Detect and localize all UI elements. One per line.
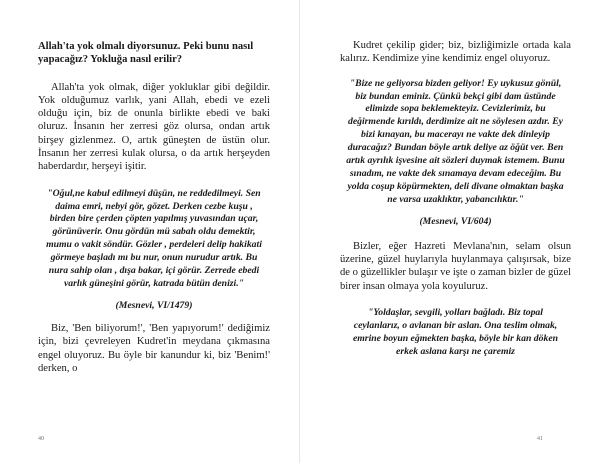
right-page <box>300 0 600 463</box>
left-page-number: 40 <box>38 436 44 442</box>
right-quote-1: "Bize ne geliyorsa bizden geliyor! Ey uykusuz gönül, biz bundan eminiz. Çünkü bekçi gibi dam üstünde elimizde sopa beklemekteyiz. Cevizlerimiz, bu değirmende kırıldı, derdimize ait ne söylesen azdır. Ey bizi kınayan, bu macerayı ne vakte dek dinleyip duracağız? Bundan böyle artık deliye az öğüt ver. Ben artık ayrılık işvesine ait sözleri duymak istemem. Bunu sınadım, ne vakte dek sınamaya devam edeceğim. Bu yolda coşup köpürmekten, deli divane olmaktan başka ne varsa uzaklıktır, yabancılıktır." <box>346 77 565 205</box>
left-page-column <box>38 40 270 375</box>
left-quote-reference: (Mesnevi, VI/1479) <box>115 299 193 311</box>
right-page-column <box>340 39 571 358</box>
right-quote-reference: (Mesnevi, VI/604) <box>419 215 492 227</box>
right-paragraph-2: Bizler, eğer Hazreti Mevlana'nın, selam olsun üzerine, güzel huylarıyla huylanmaya çalışırsak, bize de o güzellikler bulaşır ve işte o zaman bizler de güzel birer insan olmaya yola koyuluruz. <box>340 240 571 292</box>
right-page-number: 41 <box>537 436 543 442</box>
left-quote: "Oğul,ne kabul edilmeyi düşün, ne reddedilmeyi. Sen daima emri, nebyi gör, gözet. Derken cezbe kuşu , birden bire çerden çöpten yapılmış yuvasından uçar, görünüverir. Onu gördün mü sabah oldu demektir, mumu o vakit söndür. Gözler , perdeleri delip hakikati görmeye başladı mı bu nur, onun nurudur artık. Bu nura sahip olan , dışa bakar, içi görür. Zerrede ebedi varlık güneşini görür, katrada bütün denizi." <box>46 187 262 290</box>
left-paragraph-2: Biz, 'Ben biliyorum!', 'Ben yapıyorum!' dediğimiz için, bizi çevreleyen Kudret'in meydana çıkmasına engel oluyoruz. Bu öyle bir kanundur ki, biz 'Benim!' derken, o <box>38 322 270 374</box>
left-page <box>0 0 299 463</box>
left-paragraph-1: Allah'ta yok olmak, diğer yokluklar gibi değildir. Yok olduğumuz varlık, yani Allah, ebedi ve ezeli olduğu için, biz de onunla birlikte ebedi ve baki oluruz. İnsanın her zerresi göz olursa, ondan artık birşey gizlenmez. O, artık güneşten de üstün olur. İnsanın her zerresi kulak olursa, o da artık herşeyden haberdardır, herşeyi işitir. <box>38 81 270 173</box>
right-quote-2: "Yoldaşlar, sevgili, yolları bağladı. Biz topal ceylanlarız, o avlanan bir aslan. Ona teslim olmak, emrine boyun eğmekten başka, böyle bir kan döken erkek aslana karşı ne çaremiz <box>352 306 559 357</box>
right-paragraph-1: Kudret çekilip gider; biz, bizliğimizle ortada kala kalırız. Kendimize yine kendimiz engel oluyoruz. <box>340 40 571 65</box>
question-heading: Allah'ta yok olmalı diyorsunuz. Peki bunu nasıl yapacağız? Yokluğa nasıl erilir? <box>38 41 254 66</box>
